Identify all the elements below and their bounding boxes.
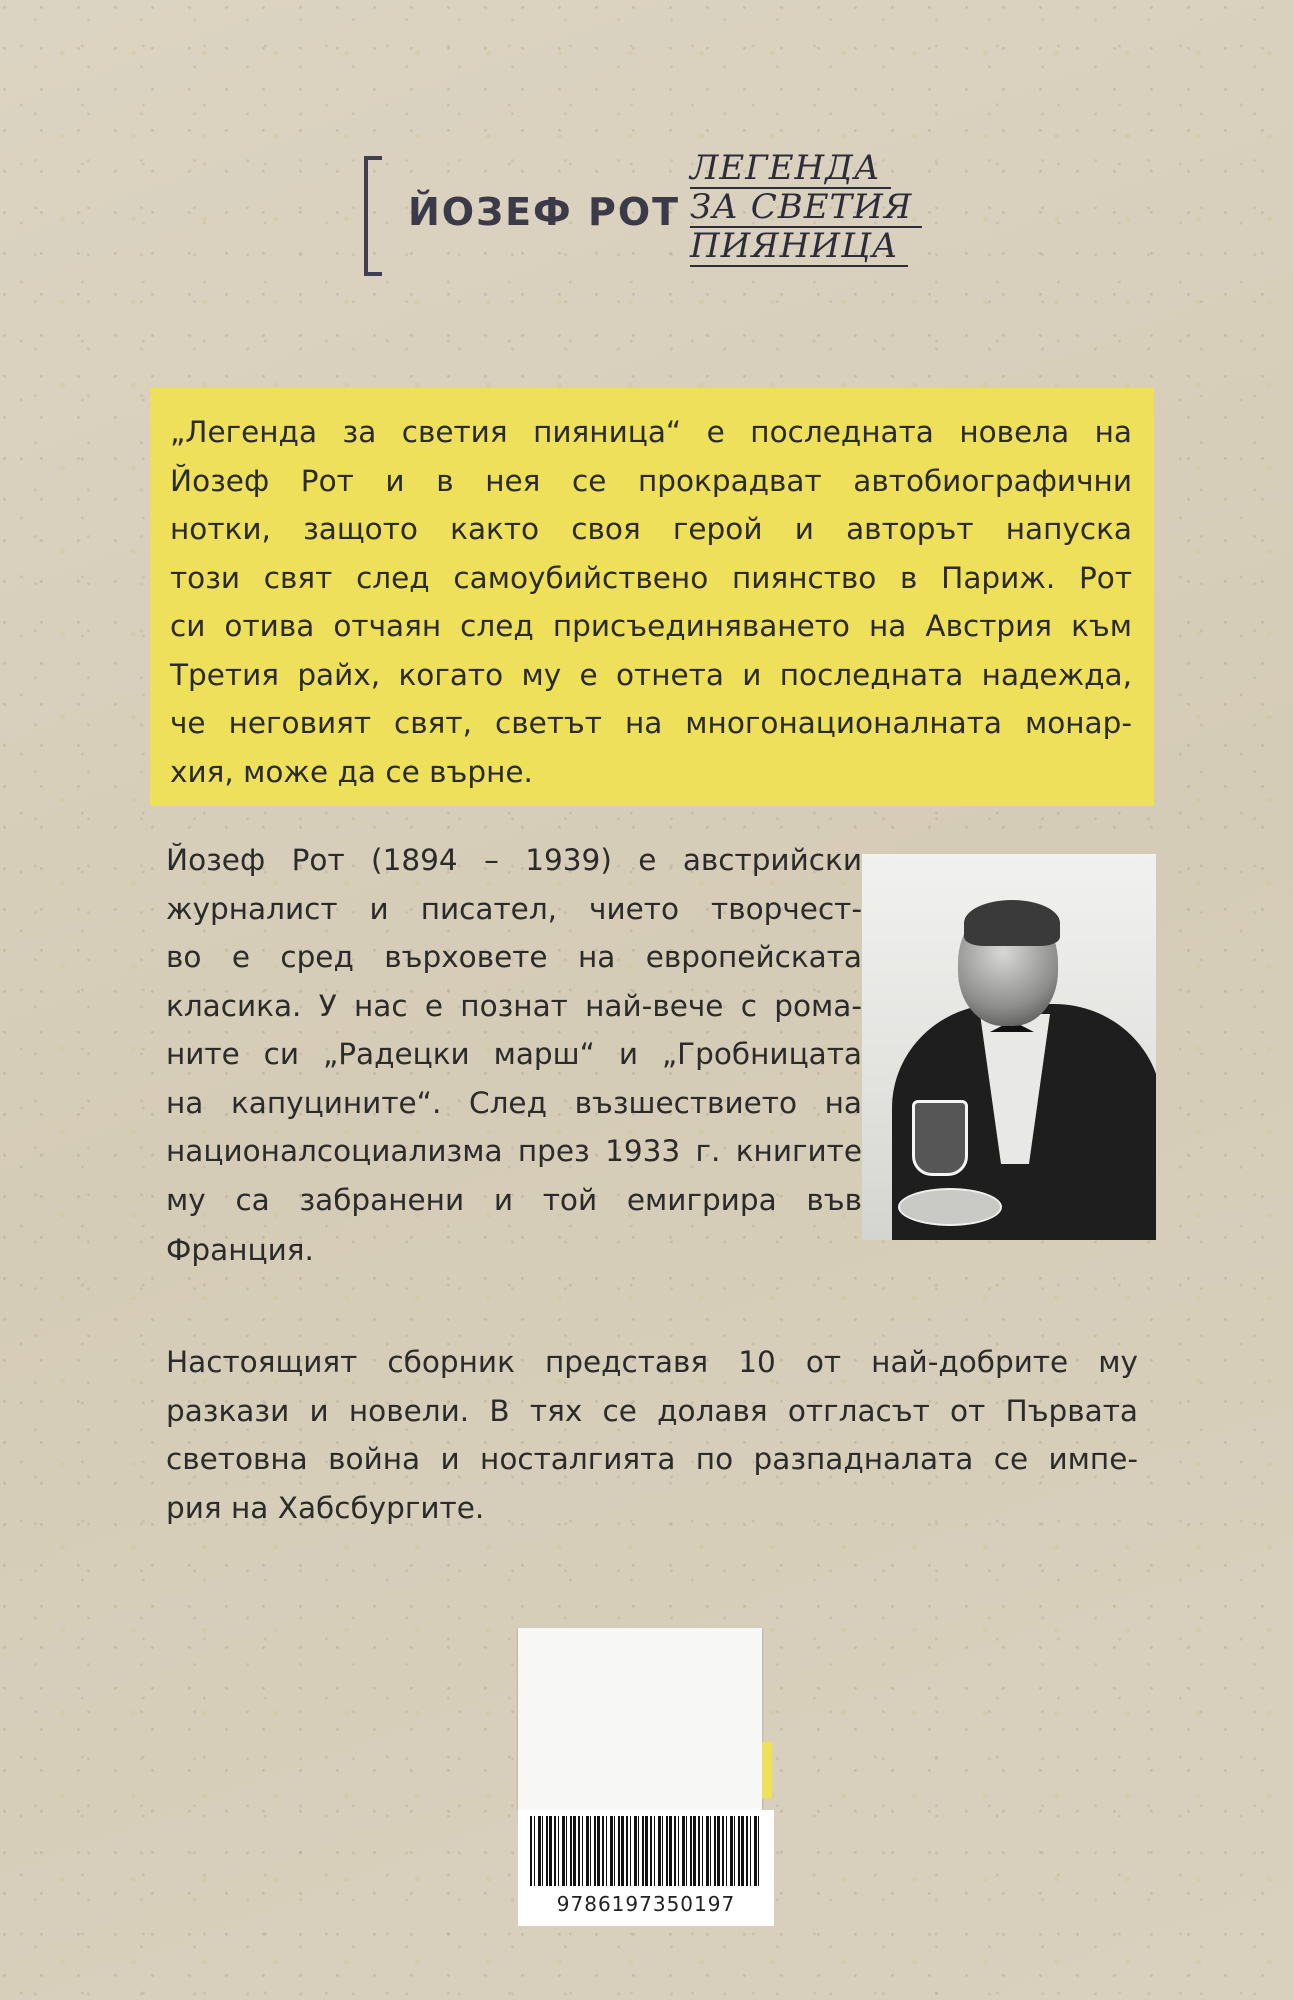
bio-line: му са забранени и той емигрира във (166, 1182, 862, 1217)
barcode-bars (530, 1816, 762, 1886)
photo-plate (898, 1188, 1002, 1226)
title-logo (690, 150, 930, 267)
bio-line: класика. У нас е познат най-вече с рома- (166, 988, 862, 1023)
collection-text (166, 1338, 1138, 1532)
bio-line: во е сред върховете на европейската (166, 940, 862, 974)
collection-line: Настоящият сборник представя 10 от най-добрите му (166, 1345, 1138, 1379)
author-photo (862, 854, 1156, 1240)
photo-figure-hair (964, 900, 1060, 946)
header-bracket (364, 156, 382, 276)
blurb-line: си отива отчаян след присъединяването на Австрия към (170, 609, 1132, 643)
title-line-3: ПИЯНИЦА (690, 228, 908, 267)
author-bio (166, 836, 862, 1224)
blurb-text (170, 408, 1132, 796)
blurb-line: Третия райх, когато му е отнета и последната надежда, (170, 657, 1132, 692)
bio-last-line: Франция. (166, 1233, 314, 1267)
blurb-line: Йозеф Рот и в нея се прокрадват автобиографични (170, 463, 1132, 498)
yellow-tab (762, 1742, 772, 1798)
isbn-barcode (518, 1810, 774, 1926)
title-line-1: ЛЕГЕНДА (690, 150, 891, 189)
author-name: ЙОЗЕФ РОТ (408, 190, 681, 234)
collection-line: разкази и новели. В тях се долавя отгласът от Първата (166, 1393, 1138, 1428)
blurb-line: че неговият свят, светът на многонационалната монар- (170, 706, 1132, 740)
bio-line: на капуцините“. След възшествието на (166, 1085, 862, 1120)
title-line-2: ЗА СВЕТИЯ (690, 189, 922, 228)
blurb-line: хия, може да се върне. (170, 754, 533, 789)
photo-glass (912, 1100, 968, 1176)
blurb-box (150, 388, 1154, 806)
price-sticker (518, 1628, 762, 1810)
bio-text (166, 836, 862, 1224)
author-bio-end (166, 1226, 862, 1275)
blurb-line: нотки, защото както своя герой и авторът напуска (170, 512, 1132, 546)
collection-line: рия на Хабсбургите. (166, 1490, 485, 1525)
collection-line: световна война и носталгията по разпадналата се импе- (166, 1442, 1138, 1476)
bio-line: ните си „Радецки марш“ и „Гробницата (166, 1037, 862, 1071)
bio-line: националсоциализма през 1933 г. книгите (166, 1134, 862, 1168)
bio-line: Йозеф Рот (1894 – 1939) е австрийски (166, 843, 862, 877)
collection-description (166, 1338, 1138, 1532)
blurb-line: „Легенда за светия пияница“ е последната новела на (170, 415, 1132, 449)
bio-line: журналист и писател, чието творчест- (166, 891, 862, 926)
isbn-number: 9786197350197 (556, 1892, 736, 1916)
blurb-line: този свят след самоубийствено пиянство в Париж. Рот (170, 560, 1132, 595)
